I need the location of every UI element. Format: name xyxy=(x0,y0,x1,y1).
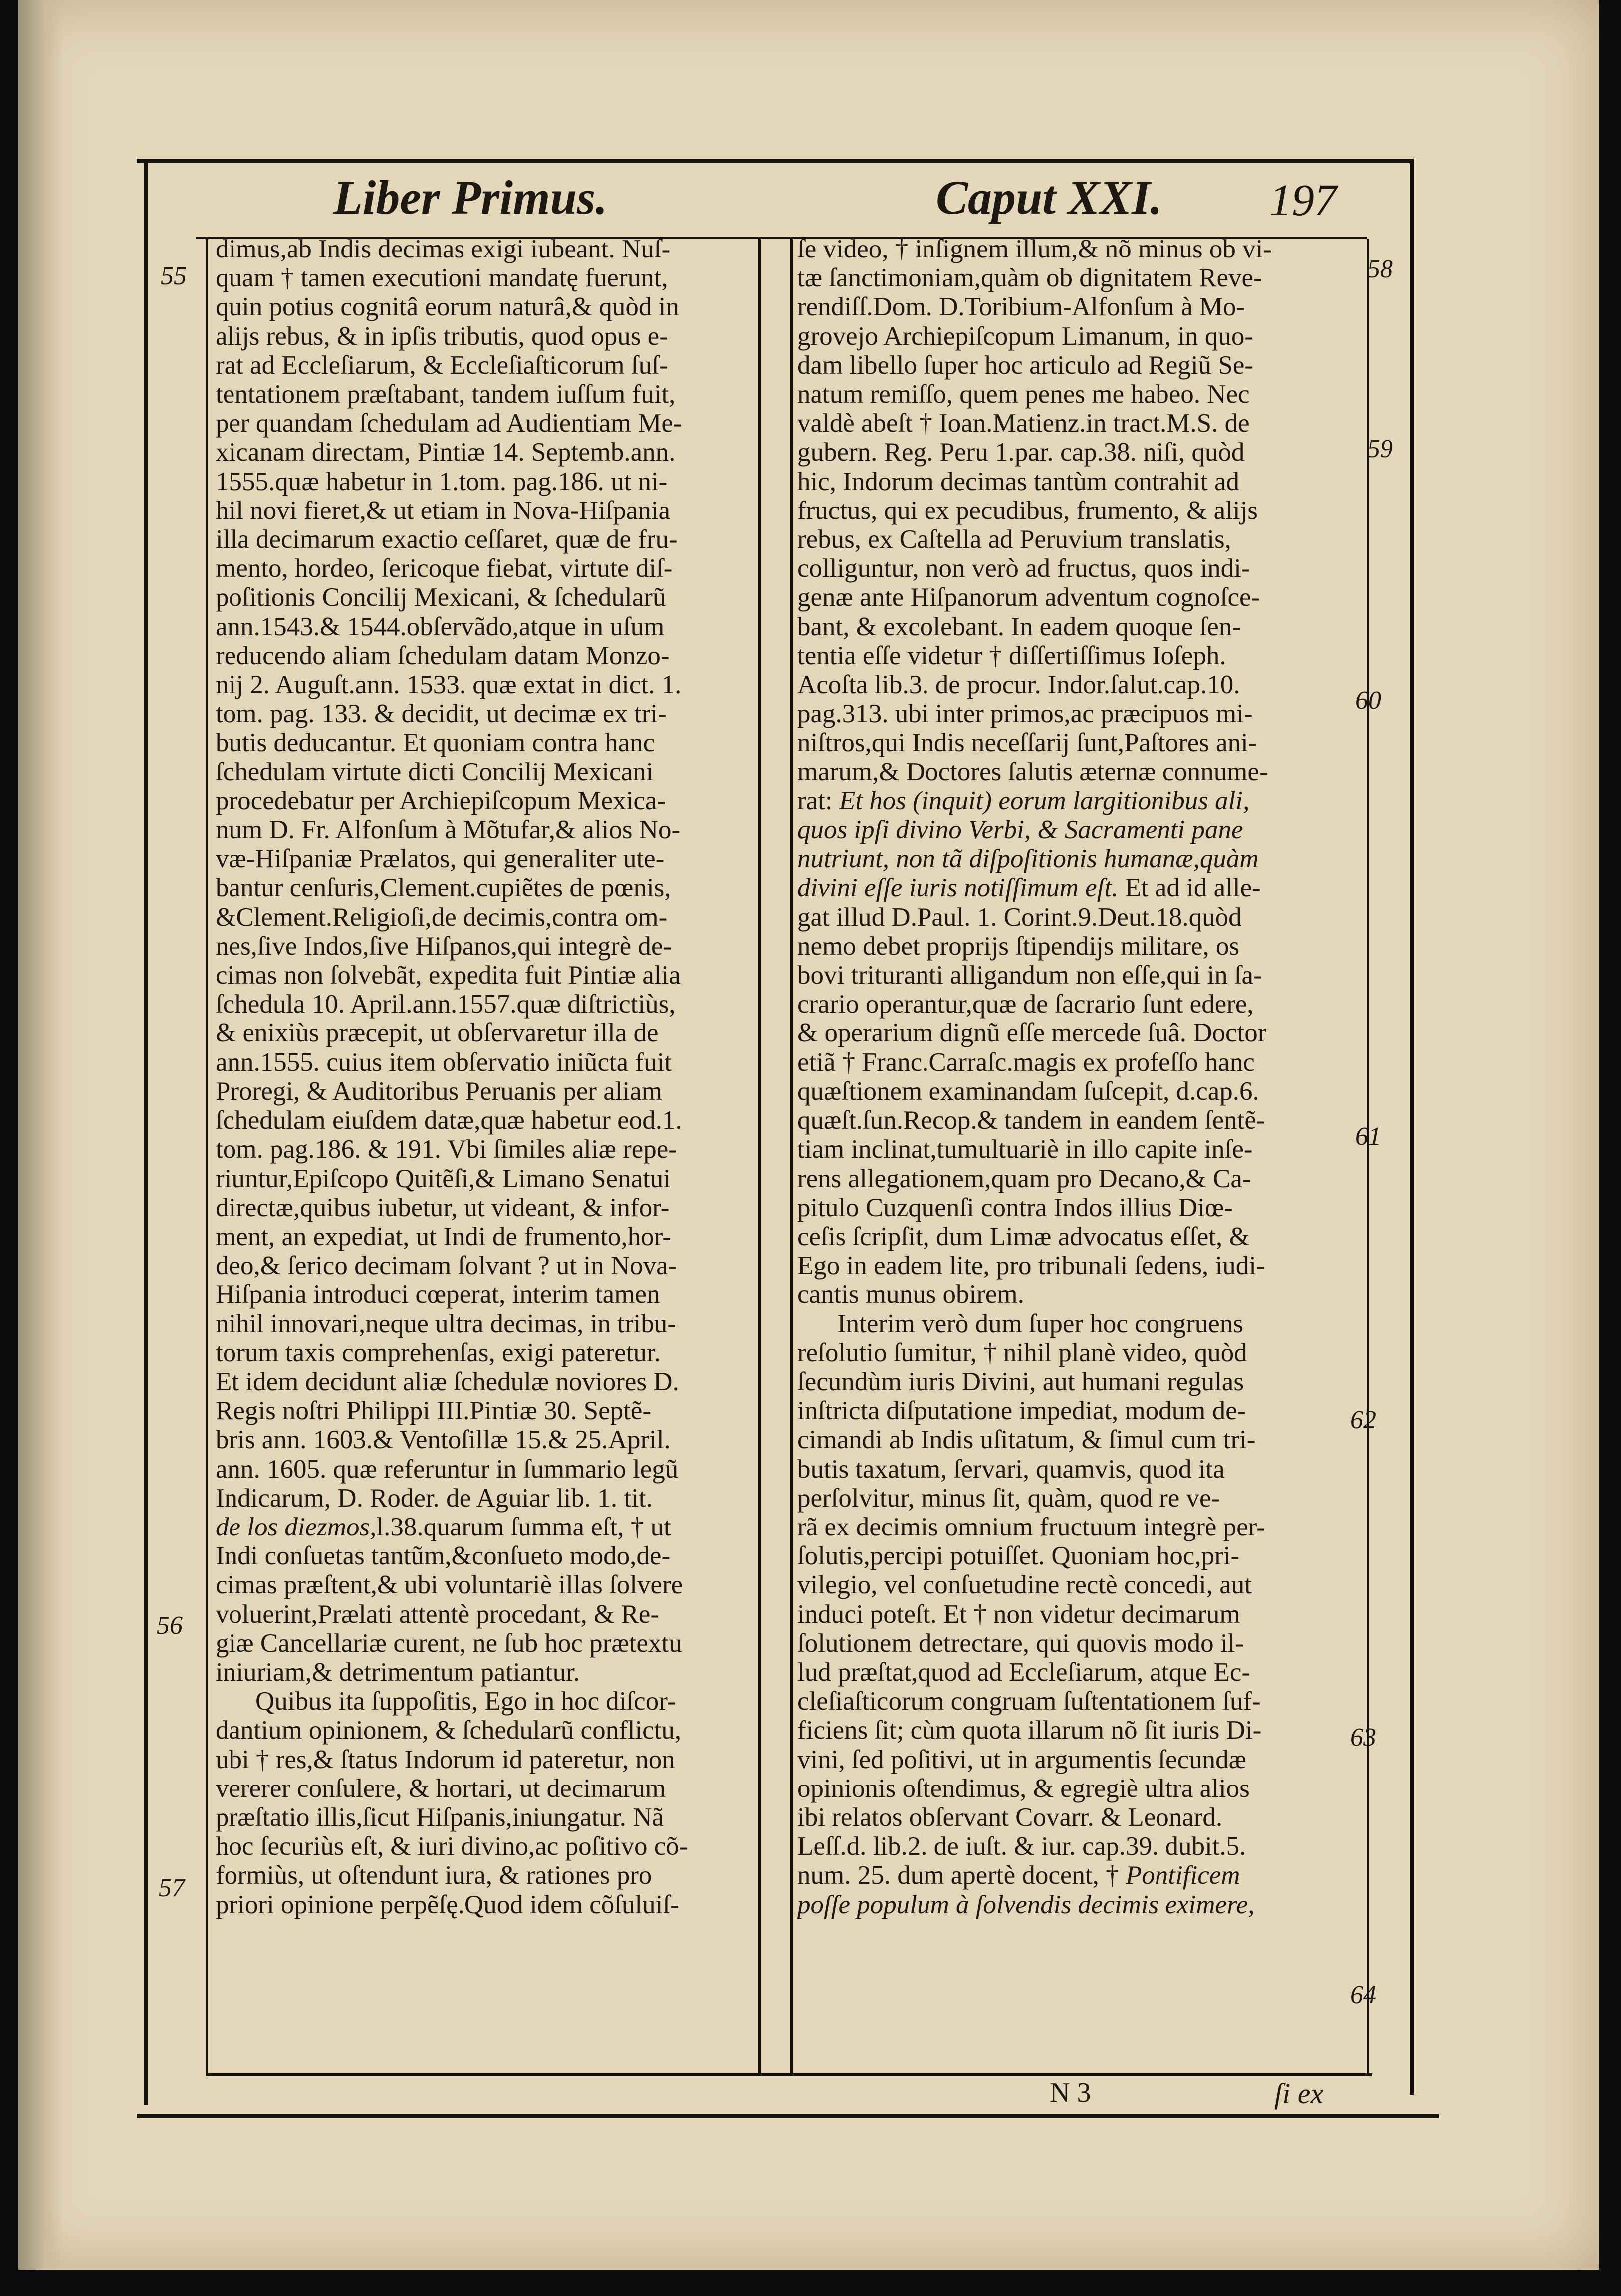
line-text: cleſiaſticorum congruam ſuſtentationem ſuf- xyxy=(797,1687,1261,1716)
text-line xyxy=(216,932,749,961)
line-text: nes,ſive Indos,ſive Hiſpanos,qui integrè de- xyxy=(216,931,672,961)
line-text: cantis munus obirem. xyxy=(797,1280,1024,1309)
line-text: perſolvitur, minus ſit, quàm, quod re ve- xyxy=(797,1483,1220,1513)
text-line xyxy=(216,1425,749,1454)
line-text: lud præſtat,quod ad Eccleſiarum, atque Ec- xyxy=(797,1657,1251,1687)
text-line xyxy=(216,612,749,641)
text-line xyxy=(797,1164,1360,1193)
line-text: Indi conſuetas tantũm,&conſueto modo,de- xyxy=(216,1541,671,1571)
italic-text: quos ipſi divino Verbi, & Sacramenti pane xyxy=(797,815,1243,845)
text-line xyxy=(797,1774,1360,1803)
line-text: natum remiſſo, quem penes me habeo. Nec xyxy=(797,380,1250,409)
text-line xyxy=(216,263,749,292)
line-text: ann. 1605. quæ referuntur in ſummario legũ xyxy=(216,1454,679,1484)
text-line xyxy=(216,1164,749,1193)
line-text: giæ Cancellariæ curent, ne ſub hoc prætextu xyxy=(216,1628,682,1658)
text-line xyxy=(216,467,749,496)
text-line xyxy=(216,1570,749,1599)
line-text: bris ann. 1603.& Ventoſillæ 15.& 25.April. xyxy=(216,1425,671,1455)
line-text: tentia eſſe videtur † diſſertiſſimus Ioſeph. xyxy=(797,641,1226,670)
line-text: poſitionis Concilij Mexicani, & ſchedularũ xyxy=(216,583,666,612)
line-text: quæſtionem examinandam ſuſcepit, d.cap.6. xyxy=(797,1076,1259,1106)
text-block-bottom-rule xyxy=(206,2073,1372,2076)
line-text: rat ad Eccleſiarum, & Eccleſiaſticorum ſuſ- xyxy=(216,350,668,380)
line-text: pag.313. ubi inter primos,ac præcipuos mi- xyxy=(797,699,1253,729)
text-line xyxy=(216,1309,749,1338)
text-line xyxy=(216,583,749,612)
line-text: ibi relatos obſervant Covarr. & Leonard. xyxy=(797,1802,1223,1832)
text-line xyxy=(797,263,1360,292)
line-text: formiùs, ut oſtendunt iura, & rationes pro xyxy=(216,1861,652,1890)
line-text: induci poteſt. Et † non videtur decimarum xyxy=(797,1599,1240,1629)
text-line xyxy=(797,380,1360,409)
text-line xyxy=(216,1687,749,1716)
text-line xyxy=(797,496,1360,525)
text-line xyxy=(797,1425,1360,1454)
text-line xyxy=(216,1774,749,1803)
line-text: colliguntur, non verò ad fructus, quos indi- xyxy=(797,554,1250,583)
text-line xyxy=(797,1861,1360,1890)
line-text: væ-Hiſpaniæ Prælatos, qui generaliter ute- xyxy=(216,844,665,874)
line-text: tentationem præſtabant, tandem iuſſum fuit, xyxy=(216,380,676,409)
margin-number: 62 xyxy=(1350,1406,1376,1434)
text-line xyxy=(797,1280,1360,1309)
line-text: tom. pag.186. & 191. Vbi ſimiles aliæ repe- xyxy=(216,1135,677,1164)
line-text: iniuriam,& detrimentum patiantur. xyxy=(216,1657,580,1687)
text-line xyxy=(216,1280,749,1309)
line-text: cimandi ab Indis uſitatum, & ſimul cum tri- xyxy=(797,1425,1256,1455)
text-line xyxy=(797,1745,1360,1774)
text-line xyxy=(216,1048,749,1077)
margin-number: 60 xyxy=(1355,686,1381,715)
text-line xyxy=(216,961,749,990)
text-line xyxy=(216,1193,749,1222)
line-text: directæ,quibus iubetur, ut videant, & infor- xyxy=(216,1193,670,1222)
text-line xyxy=(797,1890,1360,1919)
margin-number: 64 xyxy=(1350,1981,1376,2009)
line-text: ſchedulam virtute dicti Concilij Mexicani xyxy=(216,757,654,786)
line-text: ſchedulam eiuſdem datæ,quæ habetur eod.1. xyxy=(216,1106,682,1135)
text-line xyxy=(797,1222,1360,1251)
line-text: bovi trituranti alligandum non eſſe,qui in ſa- xyxy=(797,961,1262,990)
line-text: 1555.quæ habetur in 1.tom. pag.186. ut ni- xyxy=(216,467,668,496)
line-text: &Clement.Religioſi,de decimis,contra om- xyxy=(216,902,668,932)
text-line xyxy=(797,1541,1360,1570)
text-line xyxy=(216,351,749,380)
frame-left-rule xyxy=(144,159,148,2105)
text-line xyxy=(216,1338,749,1367)
italic-text: nutriunt, non tã diſpoſitionis humanæ,quàm xyxy=(797,844,1259,874)
text-line xyxy=(216,815,749,844)
line-text: ſolutionem detrectare, qui quovis modo il- xyxy=(797,1628,1244,1658)
frame-top-rule xyxy=(137,159,1413,163)
italic-text: Et hos (inquit) eorum largitionibus ali, xyxy=(839,786,1250,815)
text-line xyxy=(797,1513,1360,1541)
text-line xyxy=(216,1135,749,1164)
text-line xyxy=(216,1832,749,1861)
text-line xyxy=(797,1193,1360,1222)
text-line xyxy=(797,1832,1360,1861)
line-text: gubern. Reg. Peru 1.par. cap.38. niſi, quòd xyxy=(797,438,1245,467)
line-text: tom. pag. 133. & decidit, ut decimæ ex tri- xyxy=(216,699,667,729)
text-line xyxy=(216,670,749,699)
line-text: ubi † res,& ſtatus Indorum id pateretur, non xyxy=(216,1745,675,1774)
line-text: rat: xyxy=(797,786,839,815)
text-line xyxy=(216,699,749,728)
line-text: fructus, qui ex pecudibus, frumento, & alijs xyxy=(797,496,1258,525)
text-line xyxy=(216,1600,749,1629)
text-line xyxy=(797,786,1360,815)
line-text: cimas non ſolvebãt, expedita fuit Pintiæ alia xyxy=(216,961,681,990)
line-text: niſtros,qui Indis neceſſarij ſunt,Paſtores ani- xyxy=(797,728,1257,758)
text-line xyxy=(797,1135,1360,1164)
text-line xyxy=(216,990,749,1019)
line-text: priori opinione perpẽſę.Quod idem cõſuluiſ- xyxy=(216,1890,679,1919)
line-text: tiam inclinat,tumultuariè in illo capite inſe- xyxy=(797,1135,1253,1164)
text-line xyxy=(797,235,1360,263)
text-line xyxy=(216,409,749,438)
line-text: tæ ſanctimoniam,quàm ob dignitatem Reve- xyxy=(797,263,1262,293)
line-text: riuntur,Epiſcopo Quitẽſi,& Limano Senatui xyxy=(216,1164,671,1193)
line-text: rens allegationem,quam pro Decano,& Ca- xyxy=(797,1164,1251,1193)
margin-number: 61 xyxy=(1355,1122,1381,1151)
text-line xyxy=(797,1687,1360,1716)
text-line xyxy=(216,1629,749,1658)
text-line xyxy=(797,525,1360,554)
text-line xyxy=(797,932,1360,961)
margin-number: 63 xyxy=(1350,1723,1376,1752)
line-text: dam libello ſuper hoc articulo ad Regiũ Se- xyxy=(797,350,1253,380)
text-line xyxy=(797,292,1360,321)
line-text: crario operantur,quæ de ſacrario ſunt edere, xyxy=(797,990,1254,1019)
line-text: & operarium dignũ eſſe mercede ſuâ. Doctor xyxy=(797,1019,1267,1048)
line-text: deo,& ſerico decimam ſolvant ? ut in Nova- xyxy=(216,1251,677,1280)
line-text: mento, hordeo, ſericoque fiebat, virtute diſ- xyxy=(216,554,673,583)
line-text: num D. Fr. Alfonſum à Mõtufar,& alios No- xyxy=(216,815,681,845)
text-line xyxy=(216,903,749,932)
text-line xyxy=(216,641,749,670)
binding-edge xyxy=(18,0,63,2270)
text-line xyxy=(797,1629,1360,1658)
italic-text: poſſe populum à ſolvendis decimis eximere, xyxy=(797,1890,1255,1919)
text-line xyxy=(797,699,1360,728)
line-text: ſe video, † inſignem illum,& nõ minus ob vi- xyxy=(797,235,1272,263)
text-line xyxy=(797,1396,1360,1425)
margin-number: 58 xyxy=(1367,255,1393,283)
text-line xyxy=(797,844,1360,873)
line-text: ann.1543.& 1544.obſervãdo,atque in uſum xyxy=(216,612,665,641)
italic-text: divini eſſe iuris notiſſimum eſt. xyxy=(797,873,1119,903)
line-text: voluerint,Prælati attentè procedant, & Re- xyxy=(216,1599,659,1629)
line-text: quam † tamen executioni mandatę fuerunt, xyxy=(216,263,668,293)
text-line xyxy=(797,1455,1360,1484)
text-line xyxy=(797,1570,1360,1599)
running-head-chapter: Caput XXI. xyxy=(936,171,1162,224)
frame-right-rule xyxy=(1410,159,1414,2095)
line-text: Indicarum, D. Roder. de Aguiar lib. 1. tit. xyxy=(216,1483,653,1513)
line-text: genæ ante Hiſpanorum adventum cognoſce- xyxy=(797,583,1260,612)
text-line xyxy=(797,1658,1360,1687)
text-line xyxy=(216,1484,749,1513)
text-line xyxy=(216,235,749,263)
text-line xyxy=(797,1600,1360,1629)
left-text-column xyxy=(216,235,749,1919)
line-text: Leſſ.d. lib.2. de iuſt. & iur. cap.39. dubit.5. xyxy=(797,1832,1246,1861)
text-line xyxy=(797,1803,1360,1832)
line-text: valdè abeſt † Ioan.Matienz.in tract.M.S. de xyxy=(797,409,1250,438)
italic-text: de los diezmos, xyxy=(216,1512,377,1541)
text-line xyxy=(797,409,1360,438)
line-text: gat illud D.Paul. 1. Corint.9.Deut.18.quòd xyxy=(797,902,1242,932)
line-text: vererer conſulere, & hortari, ut decimarum xyxy=(216,1774,666,1803)
text-line xyxy=(797,903,1360,932)
margin-number: 57 xyxy=(159,1874,185,1902)
line-text: Acoſta lib.3. de procur. Indor.ſalut.cap.10. xyxy=(797,670,1240,700)
line-text: per quandam ſchedulam ad Audientiam Me- xyxy=(216,409,682,438)
line-text: rendiſſ.Dom. D.Toribium-Alfonſum à Mo- xyxy=(797,292,1245,322)
line-text: xicanam directam, Pintiæ 14. Septemb.ann. xyxy=(216,438,676,467)
text-line xyxy=(216,1716,749,1745)
line-text: nij 2. Auguſt.ann. 1533. quæ extat in dict. 1. xyxy=(216,670,682,700)
text-line xyxy=(216,1658,749,1687)
line-text: vini, ſed poſitivi, ut in argumentis ſecundæ xyxy=(797,1745,1246,1774)
line-text: & enixiùs præcepit, ut obſervaretur illa de xyxy=(216,1019,659,1048)
line-text: num. 25. dum apertè docent, † xyxy=(797,1861,1126,1890)
line-text: Hiſpania introduci cœperat, interim tamen xyxy=(216,1280,660,1309)
line-text: hic, Indorum decimas tantùm contrahit ad xyxy=(797,467,1240,496)
text-line xyxy=(216,1251,749,1280)
text-line xyxy=(216,1861,749,1890)
text-line xyxy=(797,1019,1360,1047)
line-text: illa decimarum exactio ceſſaret, quæ de fru- xyxy=(216,525,678,554)
text-line xyxy=(797,961,1360,990)
line-text: ſchedula 10. April.ann.1557.quæ diſtrictiùs, xyxy=(216,990,676,1019)
text-line xyxy=(797,583,1360,612)
text-line xyxy=(797,815,1360,844)
line-text: hil novi fieret,& ut etiam in Nova-Hiſpania xyxy=(216,496,671,525)
text-line xyxy=(216,1455,749,1484)
text-line xyxy=(797,990,1360,1019)
line-text: hoc ſecuriùs eſt, & iuri divino,ac poſitivo cõ- xyxy=(216,1832,688,1861)
text-line xyxy=(797,873,1360,902)
text-line xyxy=(797,1716,1360,1745)
line-text: vilegio, vel conſuetudine rectè concedi, aut xyxy=(797,1570,1252,1600)
text-line xyxy=(216,873,749,902)
text-line xyxy=(797,641,1360,670)
line-text: dimus,ab Indis decimas exigi iubeant. Nuſ- xyxy=(216,235,671,263)
line-text: torum taxis comprehenſas, exigi pateretur. xyxy=(216,1338,661,1367)
text-line xyxy=(216,758,749,786)
text-line xyxy=(216,1106,749,1135)
frame-bottom-rule xyxy=(137,2114,1439,2118)
text-line xyxy=(797,322,1360,351)
line-text: Ego in eadem lite, pro tribunali ſedens, iudi- xyxy=(797,1251,1265,1280)
signature-mark: N 3 xyxy=(1050,2077,1091,2108)
line-text: quæſt.ſun.Recop.& tandem in eandem ſentẽ- xyxy=(797,1106,1265,1135)
text-line xyxy=(797,438,1360,467)
text-line xyxy=(216,728,749,757)
text-line xyxy=(797,554,1360,583)
text-line xyxy=(797,1077,1360,1106)
margin-number: 55 xyxy=(161,262,187,290)
text-line xyxy=(216,380,749,409)
text-line xyxy=(797,351,1360,380)
line-text: Et idem decidunt aliæ ſchedulæ noviores D. xyxy=(216,1367,679,1396)
page-number: 197 xyxy=(1269,176,1337,225)
line-text: Interim verò dum ſuper hoc congruens xyxy=(837,1309,1243,1338)
line-text: bant, & excolebant. In eadem quoque ſen- xyxy=(797,612,1241,641)
text-line xyxy=(216,1396,749,1425)
text-line xyxy=(216,786,749,815)
text-line xyxy=(216,1890,749,1919)
line-text: rã ex decimis omnium fructuum integrè per- xyxy=(797,1512,1265,1541)
text-line xyxy=(216,1077,749,1106)
line-text: butis taxatum, ſervari, quamvis, quod ita xyxy=(797,1454,1225,1484)
text-line xyxy=(797,467,1360,496)
line-text: rebus, ex Caſtella ad Peruvium translatis, xyxy=(797,525,1231,554)
text-line xyxy=(216,1019,749,1047)
text-line xyxy=(797,1251,1360,1280)
line-text: grovejo Archiepiſcopum Limanum, in quo- xyxy=(797,321,1254,351)
line-text: quin potius cognitâ eorum naturâ,& quòd in xyxy=(216,292,679,322)
line-text: alijs rebus, & in ipſis tributis, quod opus e- xyxy=(216,321,668,351)
line-text: dantium opinionem, & ſchedularũ conflictu, xyxy=(216,1716,682,1745)
text-line xyxy=(797,612,1360,641)
text-line xyxy=(216,1745,749,1774)
text-line xyxy=(216,844,749,873)
line-text: marum,& Doctores ſalutis æternæ connume- xyxy=(797,757,1268,786)
line-text: pitulo Cuzquenſi contra Indos illius Diœ- xyxy=(797,1193,1233,1222)
margin-number: 56 xyxy=(157,1611,183,1640)
right-text-column xyxy=(797,235,1360,1919)
line-text: Proregi, & Auditoribus Peruanis per aliam xyxy=(216,1076,662,1106)
margin-number: 59 xyxy=(1367,435,1393,463)
text-line xyxy=(216,1513,749,1541)
text-line xyxy=(797,1309,1360,1338)
italic-text: Pontificem xyxy=(1125,1861,1240,1890)
line-text: præſtatio illis,ſicut Hiſpanis,iniungatur. Nã xyxy=(216,1802,664,1832)
text-line xyxy=(216,496,749,525)
text-line xyxy=(216,1367,749,1396)
line-text: ment, an expediat, ut Indi de frumento,hor- xyxy=(216,1222,671,1251)
text-line xyxy=(216,438,749,467)
text-line xyxy=(797,1048,1360,1077)
line-text: butis deducantur. Et quoniam contra hanc xyxy=(216,728,655,758)
text-line xyxy=(797,1484,1360,1513)
text-line xyxy=(216,322,749,351)
line-text: Regis noſtri Philippi III.Pintiæ 30. Septẽ- xyxy=(216,1396,652,1426)
line-text: ſecundùm iuris Divini, aut humani regulas xyxy=(797,1367,1244,1396)
line-text: bantur cenſuris,Clement.cupiẽtes de pœnis, xyxy=(216,873,671,903)
line-text: Quibus ita ſuppoſitis, Ego in hoc diſcor- xyxy=(255,1687,676,1716)
line-text: l.38.quarum ſumma eſt, † ut xyxy=(376,1512,671,1541)
line-text: nihil innovari,neque ultra decimas, in tribu- xyxy=(216,1309,676,1338)
line-text: ann.1555. cuius item obſervatio iniũcta fuit xyxy=(216,1047,672,1077)
line-text: nemo debet proprijs ſtipendijs militare, os xyxy=(797,931,1240,961)
line-text: ceſis ſcripſit, dum Limæ advocatus eſſet, & xyxy=(797,1222,1250,1251)
line-text: procedebatur per Archiepiſcopum Mexica- xyxy=(216,786,666,815)
text-line xyxy=(797,1106,1360,1135)
text-line xyxy=(797,728,1360,757)
line-text: ficiens ſit; cùm quota illarum nõ ſit iuris Di- xyxy=(797,1716,1262,1745)
text-line xyxy=(216,525,749,554)
text-line xyxy=(797,758,1360,786)
running-head-left: Liber Primus. xyxy=(333,171,608,224)
text-line xyxy=(216,1541,749,1570)
line-text: cimas præſtent,& ubi voluntariè illas ſolvere xyxy=(216,1570,683,1600)
line-text: inſtricta diſputatione impediat, modum de- xyxy=(797,1396,1246,1426)
text-line xyxy=(797,670,1360,699)
text-line xyxy=(216,1222,749,1251)
line-text: opinionis oſtendimus, & egregiè ultra alios xyxy=(797,1774,1250,1803)
line-text: etiã † Franc.Carraſc.magis ex profeſſo hanc xyxy=(797,1047,1255,1077)
line-text: ſolutis,percipi potuiſſet. Quoniam hoc,pri- xyxy=(797,1541,1240,1571)
text-line xyxy=(216,292,749,321)
text-line xyxy=(797,1367,1360,1396)
text-line xyxy=(797,1338,1360,1367)
line-text: reducendo aliam ſchedulam datam Monzo- xyxy=(216,641,670,670)
catchword: ſi ex xyxy=(1274,2077,1324,2110)
text-line xyxy=(216,554,749,583)
text-line xyxy=(216,1803,749,1832)
line-text: Et ad id alle- xyxy=(1118,873,1261,903)
line-text: reſolutio ſumitur, † nihil planè video, quòd xyxy=(797,1338,1247,1367)
